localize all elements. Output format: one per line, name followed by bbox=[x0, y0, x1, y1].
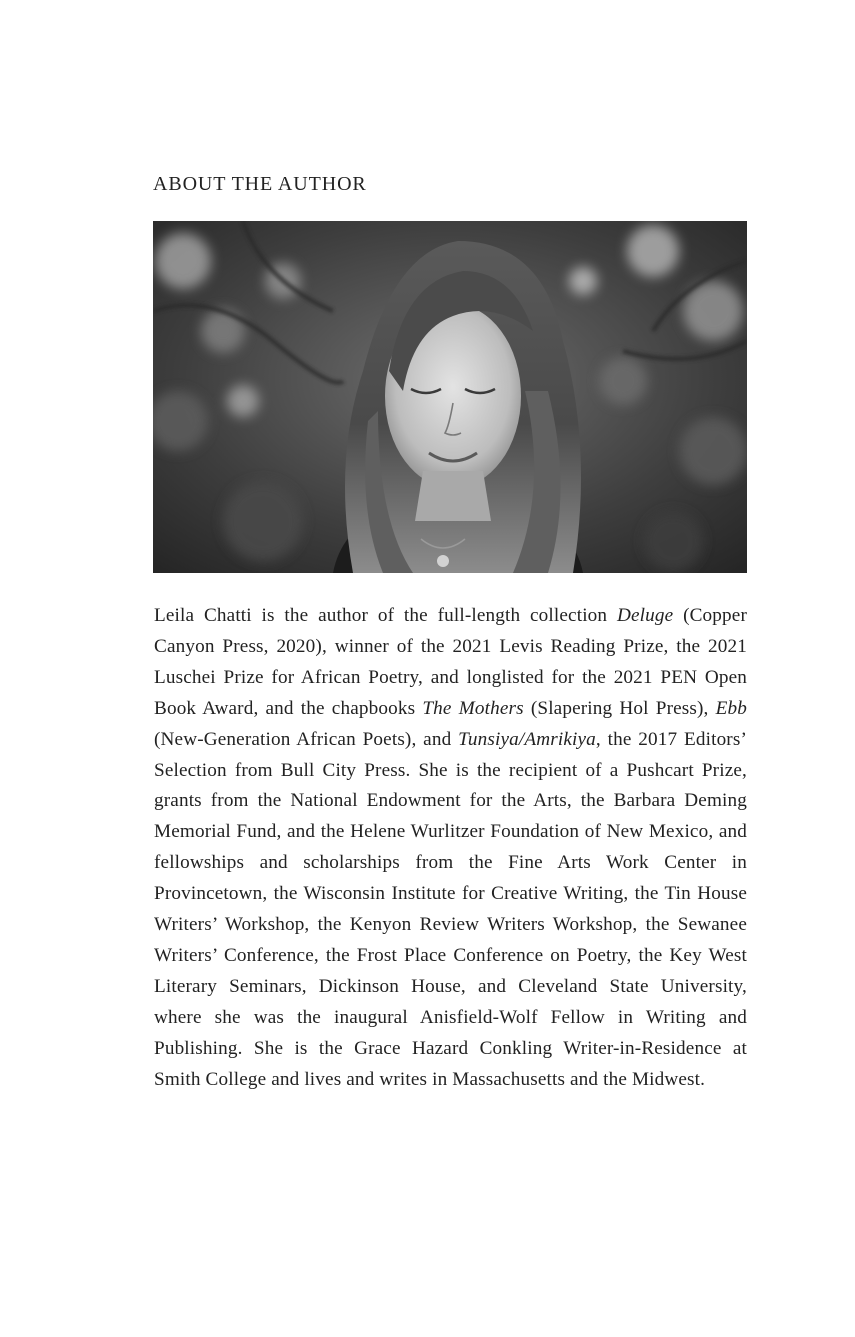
bio-text: (Slapering Hol Press), bbox=[523, 697, 716, 719]
bio-text: , the 2017 Editors’ Selection from Bull City Press. She is the recipient of a Pushcart Prize, grants from the National Endowment for the Arts, the Barbara Deming Memorial Fund, and the Helene Wurlitzer Foundation of New Mexico, and fellowships and scholarships from the Fine Arts Work Center in Provincetown, the Wisconsin Institute for Creative Writing, the Tin House Writers’ Workshop, the Kenyon Review Writers Workshop, the Sewanee Writers’ Conference, the Frost Place Conference on Poetry, the Key West Literary Seminars, Dickinson House, and Cleveland State University, where she was the inaugural Anisfield-Wolf Fellow in Writing and Publishing. She is the Grace Hazard Conkling Writer-in-Residence at Smith College and lives and writes in Massachusetts and the Midwest. bbox=[154, 728, 748, 1090]
bio-text: Leila Chatti is the author of the full-length collection bbox=[154, 605, 617, 626]
author-bio bbox=[154, 601, 747, 1096]
bio-text: (New-Generation African Poets), and bbox=[154, 728, 459, 750]
book-title-ebb: Ebb bbox=[715, 697, 747, 719]
book-title-tunsiya-amrikiya: Tunsiya/Amrikiya bbox=[458, 728, 596, 750]
book-title-the-mothers: The Mothers bbox=[422, 697, 524, 719]
section-heading: ABOUT THE AUTHOR bbox=[153, 173, 367, 195]
author-portrait-image bbox=[153, 221, 747, 573]
author-photo bbox=[153, 221, 747, 573]
book-title-deluge: Deluge bbox=[616, 605, 674, 626]
bio-text: (Copper Canyon Press, 2020), winner of the 2021 Levis Reading Prize, the 2021 Luschei Prize for African Poetry, and longlisted for the 2021 PEN Open Book Award, and the chapbooks bbox=[154, 605, 747, 719]
